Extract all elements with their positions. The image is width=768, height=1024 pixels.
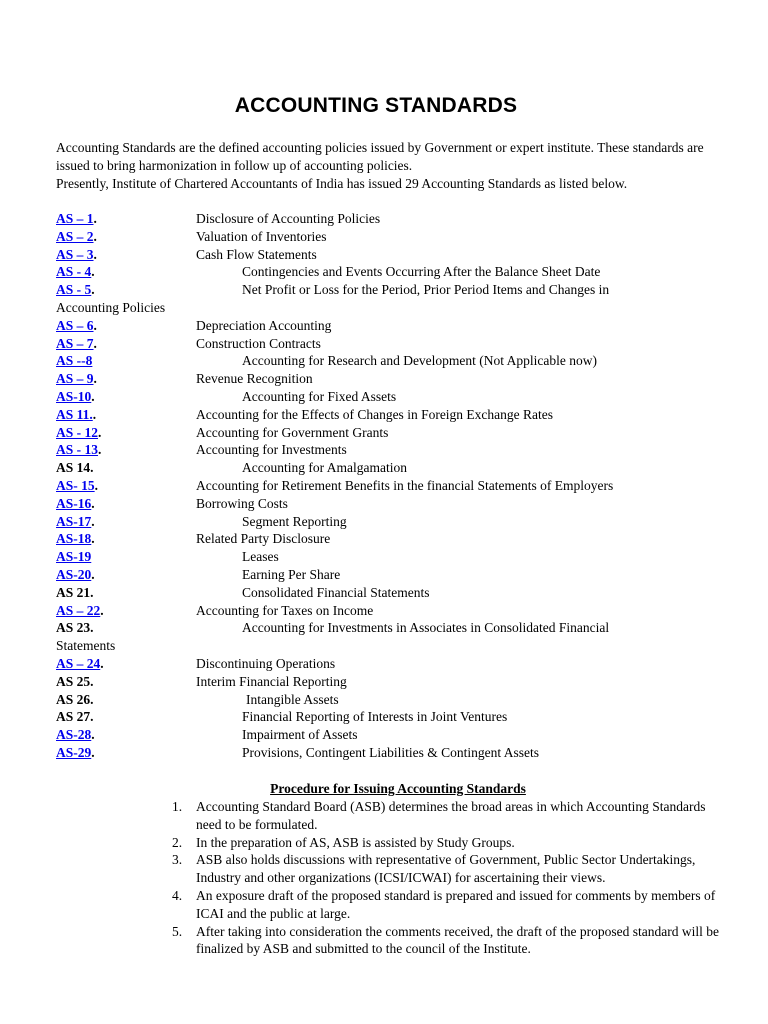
- standard-title: Accounting for Fixed Assets: [242, 388, 397, 404]
- standard-code: [56, 566, 95, 584]
- standard-title: Accounting for Amalgamation: [242, 460, 407, 476]
- standard-row: [56, 495, 736, 513]
- standard-row: [56, 317, 736, 335]
- standard-title: Consolidated Financial Statements: [242, 584, 430, 600]
- procedure-step: [164, 834, 724, 852]
- standard-row: [56, 335, 736, 353]
- standard-title: Accounting for Investments: [196, 442, 347, 458]
- standard-title: Valuation of Inventories: [196, 228, 327, 244]
- standard-link[interactable]: AS – 1: [56, 211, 94, 226]
- standard-row: [56, 352, 736, 370]
- intro-paragraph: [56, 139, 736, 192]
- standard-code-suffix: .: [93, 228, 97, 244]
- procedure-step: [164, 887, 724, 923]
- standard-code: [56, 655, 104, 673]
- standard-title: Borrowing Costs: [196, 495, 288, 511]
- standard-code-suffix: .: [93, 335, 97, 351]
- standard-code: [56, 441, 101, 459]
- standard-title: Provisions, Contingent Liabilities & Contingent Assets: [242, 744, 540, 760]
- procedure-step-number: 4.: [172, 887, 183, 903]
- standards-list: [56, 210, 736, 762]
- standard-title: Contingencies and Events Occurring After the Balance Sheet Date: [242, 264, 601, 280]
- standard-title: Financial Reporting of Interests in Joint Ventures: [242, 709, 508, 725]
- standard-title: Related Party Disclosure: [196, 531, 331, 547]
- procedure-step: [164, 798, 724, 834]
- standard-link[interactable]: AS-20: [56, 566, 92, 582]
- standard-code-text: AS 21.: [56, 584, 94, 600]
- standard-title: Accounting for Investments in Associates in Consolidated Financial: [242, 620, 610, 636]
- standard-row: [56, 513, 736, 531]
- standard-title: Disclosure of Accounting Policies: [196, 211, 381, 226]
- procedure-step-number: 3.: [172, 852, 183, 868]
- standard-code: [56, 495, 95, 513]
- standard-code: [56, 263, 95, 281]
- procedure-list: [164, 798, 724, 958]
- standard-row: [56, 744, 736, 762]
- standard-row: [56, 530, 736, 548]
- procedure-step-text: In the preparation of AS, ASB is assisted by Study Groups.: [196, 834, 515, 850]
- standard-row: [56, 441, 736, 459]
- procedure-step-number: 5.: [172, 923, 183, 939]
- standard-title: Segment Reporting: [242, 513, 347, 529]
- standard-code: [56, 352, 92, 370]
- standard-code: [56, 691, 94, 709]
- standard-row: [56, 459, 736, 477]
- standard-row: [56, 228, 736, 246]
- standard-title: Earning Per Share: [242, 566, 341, 582]
- standard-code: [56, 602, 104, 620]
- standard-code: [56, 726, 95, 744]
- standard-row: [56, 619, 736, 637]
- standard-code-suffix: .: [91, 388, 95, 404]
- procedure-heading: Procedure for Issuing Accounting Standards: [270, 781, 526, 796]
- standard-row: [56, 424, 736, 442]
- standard-code: [56, 530, 95, 548]
- standard-title-continuation: Statements: [56, 638, 116, 654]
- standard-link[interactable]: AS – 24: [56, 655, 101, 671]
- standard-code: [56, 388, 95, 406]
- standard-link[interactable]: AS-29: [56, 744, 92, 760]
- standard-row: [56, 584, 736, 602]
- standard-link[interactable]: AS - 4: [56, 264, 92, 280]
- standard-link[interactable]: AS - 13: [56, 442, 99, 458]
- standard-row: [56, 602, 736, 620]
- standard-link[interactable]: AS-28: [56, 727, 92, 743]
- standard-code-suffix: .: [93, 371, 97, 387]
- standard-link[interactable]: AS-10: [56, 388, 92, 404]
- standard-code-suffix: .: [91, 744, 95, 760]
- page-title: ACCOUNTING STANDARDS: [234, 94, 518, 117]
- procedure-step-text: Accounting Standard Board (ASB) determines the broad areas in which Accounting Standards need to be formulated.: [196, 799, 706, 832]
- standard-code-suffix: .: [91, 566, 95, 582]
- standard-code: [56, 477, 98, 495]
- standard-code: [56, 281, 95, 299]
- standard-link[interactable]: AS-18: [56, 531, 92, 547]
- standard-title: Construction Contracts: [196, 335, 321, 351]
- standard-title: Leases: [242, 549, 279, 565]
- standard-row: [56, 708, 736, 726]
- procedure-step: [164, 923, 724, 959]
- standard-row: [56, 477, 736, 495]
- standard-code-text: AS 14.: [56, 460, 94, 476]
- procedure-step-text: ASB also holds discussions with representative of Government, Public Sector Undertakings, Industry and other organizations (ICSI/ICWAI) for ascertaining their views.: [196, 852, 696, 886]
- standard-row: [56, 691, 736, 709]
- standard-title: Cash Flow Statements: [196, 246, 317, 262]
- standard-title: Accounting for Research and Development (Not Applicable now): [242, 353, 598, 369]
- standard-row: [56, 548, 736, 566]
- standard-code-suffix: .: [91, 513, 95, 529]
- standard-code-suffix: .: [91, 264, 95, 280]
- standard-code: [56, 406, 96, 424]
- standard-code-suffix: .: [100, 602, 104, 618]
- standard-code: [56, 744, 95, 762]
- procedure-step-number: 2.: [172, 834, 183, 850]
- standard-link[interactable]: AS – 22: [56, 602, 101, 618]
- standard-row: [56, 726, 736, 744]
- standard-link[interactable]: AS – 9: [56, 371, 94, 387]
- standard-code: [56, 370, 97, 388]
- standard-link[interactable]: AS-19: [56, 549, 92, 565]
- standard-code-text: AS 26.: [56, 691, 94, 707]
- standard-title: Interim Financial Reporting: [196, 673, 347, 689]
- intro-line: Accounting Standards are the defined accounting policies issued by Government or expert institute. These standards are issued to bring harmonization in follow up of accounting policies.: [56, 140, 704, 173]
- standard-code-suffix: .: [98, 442, 102, 458]
- standard-link[interactable]: AS - 12: [56, 424, 99, 440]
- standard-code: [56, 513, 95, 531]
- standard-title: Accounting for the Effects of Changes in Foreign Exchange Rates: [196, 406, 554, 422]
- standard-code: [56, 619, 94, 637]
- standard-row: [56, 263, 736, 281]
- standard-code: [56, 459, 94, 477]
- standard-code-suffix: .: [91, 495, 95, 511]
- standard-code: [56, 708, 94, 726]
- standard-row: [56, 246, 736, 264]
- procedure-step-text: An exposure draft of the proposed standard is prepared and issued for comments by members of ICAI and the public at large.: [196, 887, 716, 921]
- standard-link[interactable]: AS – 3: [56, 246, 94, 262]
- standard-row: [56, 388, 736, 406]
- standard-row: [56, 406, 736, 424]
- standard-row: [56, 370, 736, 388]
- standard-row: [56, 673, 736, 691]
- standard-link[interactable]: AS – 7: [56, 335, 94, 351]
- standard-row: [56, 566, 736, 584]
- standard-code-text: AS 25.: [56, 673, 94, 689]
- standard-code-suffix: .: [93, 246, 97, 262]
- standard-title: Depreciation Accounting: [196, 317, 332, 333]
- standard-link[interactable]: AS-16: [56, 495, 92, 511]
- standard-link[interactable]: AS-17: [56, 513, 92, 529]
- standard-code: [56, 673, 94, 691]
- standard-code-text: AS 23.: [56, 620, 94, 636]
- standard-code-suffix: .: [94, 477, 99, 493]
- standard-link[interactable]: AS - 5: [56, 282, 92, 298]
- standard-code-suffix: .: [92, 406, 97, 422]
- standard-code-suffix: .: [93, 211, 97, 226]
- standard-code-suffix: .: [91, 727, 95, 743]
- standard-code-suffix: .: [91, 531, 95, 547]
- standard-code: [56, 548, 91, 566]
- standard-link[interactable]: AS – 6: [56, 317, 94, 333]
- standard-link[interactable]: AS- 15: [56, 477, 95, 493]
- standard-row: [56, 655, 736, 673]
- standard-code: [56, 210, 97, 228]
- procedure-step-number: 1.: [172, 799, 183, 814]
- standard-code: [56, 335, 97, 353]
- standard-title: Accounting for Government Grants: [196, 424, 389, 440]
- standard-title: Discontinuing Operations: [196, 655, 336, 671]
- procedure-step: [164, 851, 724, 887]
- standard-link[interactable]: AS 11.: [56, 406, 93, 422]
- standard-title: Impairment of Assets: [242, 727, 358, 743]
- standard-row: [56, 281, 736, 299]
- standard-code: [56, 317, 97, 335]
- standard-code-text: AS 27.: [56, 709, 94, 725]
- intro-line: Presently, Institute of Chartered Accountants of India has issued 29 Accounting Standards as listed below.: [56, 175, 628, 191]
- procedure-step-text: After taking into consideration the comments received, the draft of the proposed standard will be finalized by ASB and submitted to the council of the Institute.: [196, 923, 719, 957]
- standard-link[interactable]: AS --8: [56, 353, 93, 369]
- standard-code: [56, 584, 94, 602]
- standard-code: [56, 246, 97, 264]
- standard-title: Accounting for Retirement Benefits in the financial Statements of Employers: [196, 477, 614, 493]
- standard-title-continuation: Accounting Policies: [56, 299, 166, 315]
- standard-title: Intangible Assets: [246, 691, 339, 707]
- standard-code: [56, 424, 101, 442]
- standard-code-suffix: .: [93, 317, 97, 333]
- standard-title: Net Profit or Loss for the Period, Prior Period Items and Changes in: [242, 282, 610, 298]
- standard-title: Revenue Recognition: [196, 371, 313, 387]
- standard-code-suffix: .: [100, 655, 104, 671]
- standard-link[interactable]: AS – 2: [56, 228, 94, 244]
- standard-code-suffix: .: [98, 424, 102, 440]
- standard-code: [56, 228, 97, 246]
- standard-code-suffix: .: [91, 282, 95, 298]
- standard-title: Accounting for Taxes on Income: [196, 602, 374, 618]
- standard-row: [56, 210, 736, 228]
